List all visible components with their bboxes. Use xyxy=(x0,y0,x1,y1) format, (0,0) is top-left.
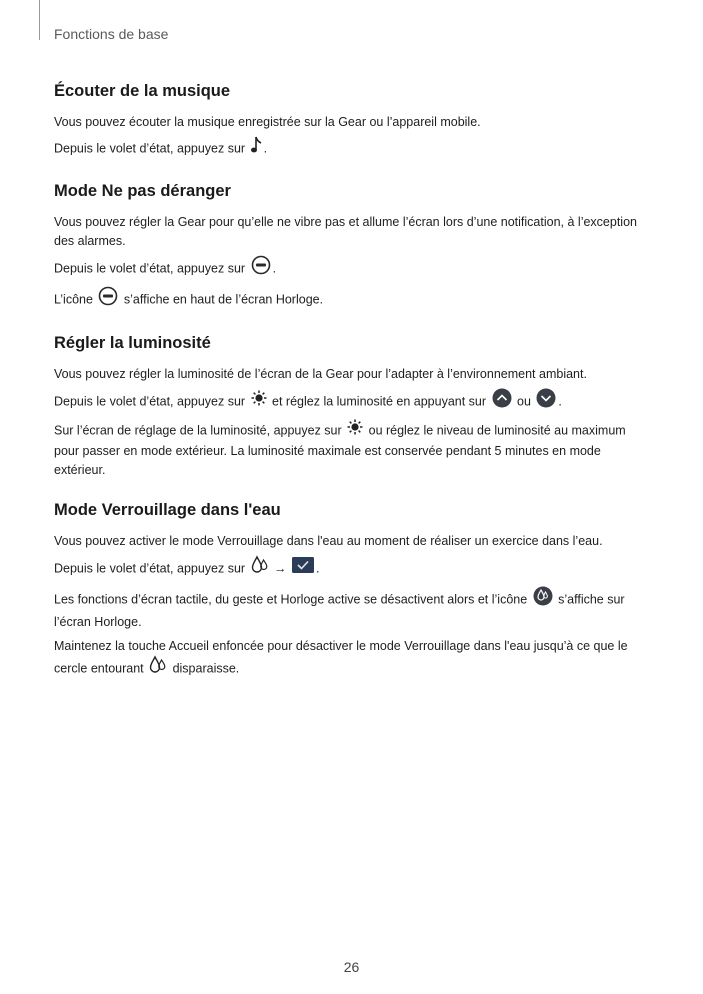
text-run: L’icône xyxy=(54,292,97,307)
brightness-icon xyxy=(347,419,363,441)
water-drop-icon xyxy=(251,555,269,581)
text-run: Depuis le volet d’état, appuyez sur xyxy=(54,561,249,576)
paragraph: Vous pouvez régler la Gear pour qu’elle ne vibre pas et allume l’écran lors d’une notification, à l’exception des alarmes. xyxy=(54,215,637,248)
text-run: s’affiche en haut de l’écran Horloge. xyxy=(120,292,324,307)
water-drop-icon xyxy=(149,655,167,681)
section-brightness xyxy=(54,334,654,480)
paragraph xyxy=(54,287,654,313)
text-run: disparaisse. xyxy=(169,661,240,676)
paragraph xyxy=(54,587,654,632)
text-run: . xyxy=(558,394,562,409)
text-run: ou réglez le niveau de luminosité au maximum pour passer en mode extérieur. La luminosité maximale est conservée pendant 5 minutes en mode extérieur. xyxy=(54,423,626,477)
text-run: . xyxy=(272,261,277,276)
arrow-down-button-icon xyxy=(536,388,556,414)
text-run: Depuis le volet d’état, appuyez sur xyxy=(54,261,249,276)
paragraph: Vous pouvez régler la luminosité de l’écran de la Gear pour l’adapter à l’environnement ambiant. xyxy=(54,367,587,381)
text-run: . xyxy=(316,561,320,576)
text-run: Depuis le volet d’état, appuyez sur xyxy=(54,394,249,409)
text-run: s’affiche sur l’écran Horloge. xyxy=(54,592,625,629)
paragraph xyxy=(54,256,654,282)
check-button-icon xyxy=(292,557,314,579)
paragraph xyxy=(54,137,654,161)
page-number: 26 xyxy=(343,959,360,975)
text-run: Maintenez la touche Accueil enfoncée pour désactiver le mode Verrouillage dans l'eau jusqu’à ce que le cercle entourant xyxy=(54,639,628,676)
arrow-text: → xyxy=(270,561,291,576)
page-content xyxy=(54,82,654,703)
page-header: Fonctions de base xyxy=(54,26,169,42)
paragraph: Vous pouvez écouter la musique enregistrée sur la Gear ou l’appareil mobile. xyxy=(54,115,481,129)
section-title: Écouter de la musique xyxy=(54,82,231,100)
text-run: Sur l’écran de réglage de la luminosité, appuyez sur xyxy=(54,423,346,438)
section-title: Régler la luminosité xyxy=(54,334,211,352)
music-note-icon xyxy=(251,136,262,160)
paragraph: Vous pouvez activer le mode Verrouillage dans l'eau au moment de réaliser un exercice dans l’eau. xyxy=(54,534,603,548)
header-divider xyxy=(39,0,40,40)
section-dnd xyxy=(54,182,654,313)
text-run: Depuis le volet d’état, appuyez sur xyxy=(54,141,249,156)
paragraph xyxy=(54,637,654,682)
text-run: . xyxy=(263,141,268,156)
text-run: et réglez la luminosité en appuyant sur xyxy=(268,394,490,409)
brightness-icon xyxy=(251,390,267,412)
text-run: Les fonctions d’écran tactile, du geste et Horloge active se désactivent alors et l’icône xyxy=(54,592,531,607)
section-title: Mode Ne pas déranger xyxy=(54,182,231,200)
do-not-disturb-icon xyxy=(98,286,118,312)
water-drop-icon xyxy=(533,586,553,612)
paragraph xyxy=(54,556,654,582)
arrow-up-button-icon xyxy=(492,388,512,414)
section-title: Mode Verrouillage dans l'eau xyxy=(54,501,281,519)
do-not-disturb-icon xyxy=(251,255,271,281)
paragraph xyxy=(54,420,654,480)
section-water xyxy=(54,501,654,682)
text-run: ou xyxy=(513,394,535,409)
paragraph xyxy=(54,389,654,415)
section-music xyxy=(54,82,654,161)
